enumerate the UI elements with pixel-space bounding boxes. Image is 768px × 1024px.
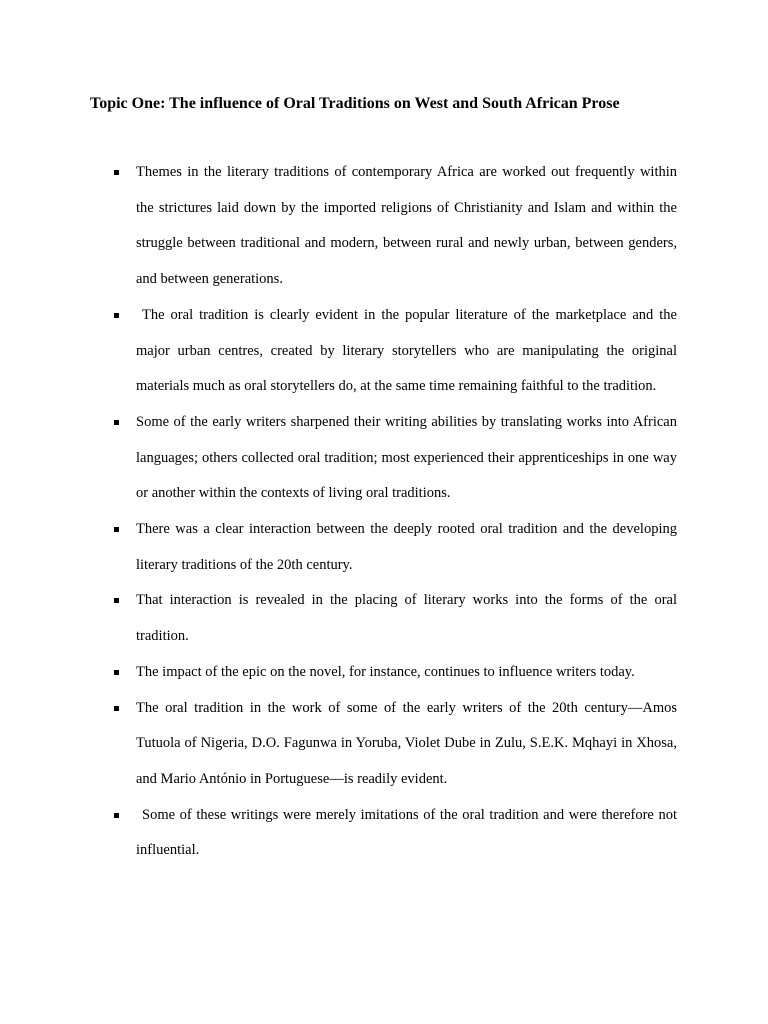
- list-item: [0, 512, 768, 583]
- document-title: Topic One: The influence of Oral Traditions on West and South African Prose: [90, 95, 620, 112]
- square-bullet-icon: [114, 598, 119, 603]
- list-item: [0, 298, 768, 405]
- list-item: [0, 691, 768, 798]
- list-item-text: The oral tradition in the work of some of the early writers of the 20th century—Amos Tutuola of Nigeria, D.O. Fagunwa in Yoruba, Violet Dube in Zulu, S.E.K. Mqhayi in Xhosa, and Mario António in Portuguese—is readily evident.: [136, 699, 677, 787]
- list-item-text: Some of these writings were merely imitations of the oral tradition and were therefore not influential.: [136, 806, 677, 859]
- list-item-text: Themes in the literary traditions of contemporary Africa are worked out frequently within the strictures laid down by the imported religions of Christianity and Islam and within the struggle between traditional and modern, between rural and newly urban, between genders, and between generations.: [136, 164, 677, 288]
- square-bullet-icon: [114, 420, 119, 425]
- square-bullet-icon: [114, 670, 119, 675]
- list-item: [0, 655, 768, 691]
- square-bullet-icon: [114, 313, 119, 318]
- list-item: [0, 405, 768, 512]
- list-item-text: The oral tradition is clearly evident in the popular literature of the marketplace and the major urban centres, created by literary storytellers who are manipulating the original materials much as oral storytellers do, at the same time remaining faithful to the tradition.: [136, 306, 677, 395]
- square-bullet-icon: [114, 813, 119, 818]
- list-item-text: Some of the early writers sharpened their writing abilities by translating works into African languages; others collected oral tradition; most experienced their apprenticeships in one way or another within the contexts of living oral traditions.: [136, 413, 677, 502]
- square-bullet-icon: [114, 527, 119, 532]
- list-item-text: That interaction is revealed in the placing of literary works into the forms of the oral tradition.: [136, 592, 677, 645]
- bullet-list: [0, 155, 768, 869]
- list-item: [0, 583, 768, 654]
- list-item-text: There was a clear interaction between the deeply rooted oral tradition and the developing literary traditions of the 20th century.: [136, 521, 677, 573]
- square-bullet-icon: [114, 170, 119, 175]
- list-item: [0, 798, 768, 869]
- list-item: [0, 155, 768, 298]
- square-bullet-icon: [114, 706, 119, 711]
- list-item-text: The impact of the epic on the novel, for instance, continues to influence writers today.: [136, 663, 635, 680]
